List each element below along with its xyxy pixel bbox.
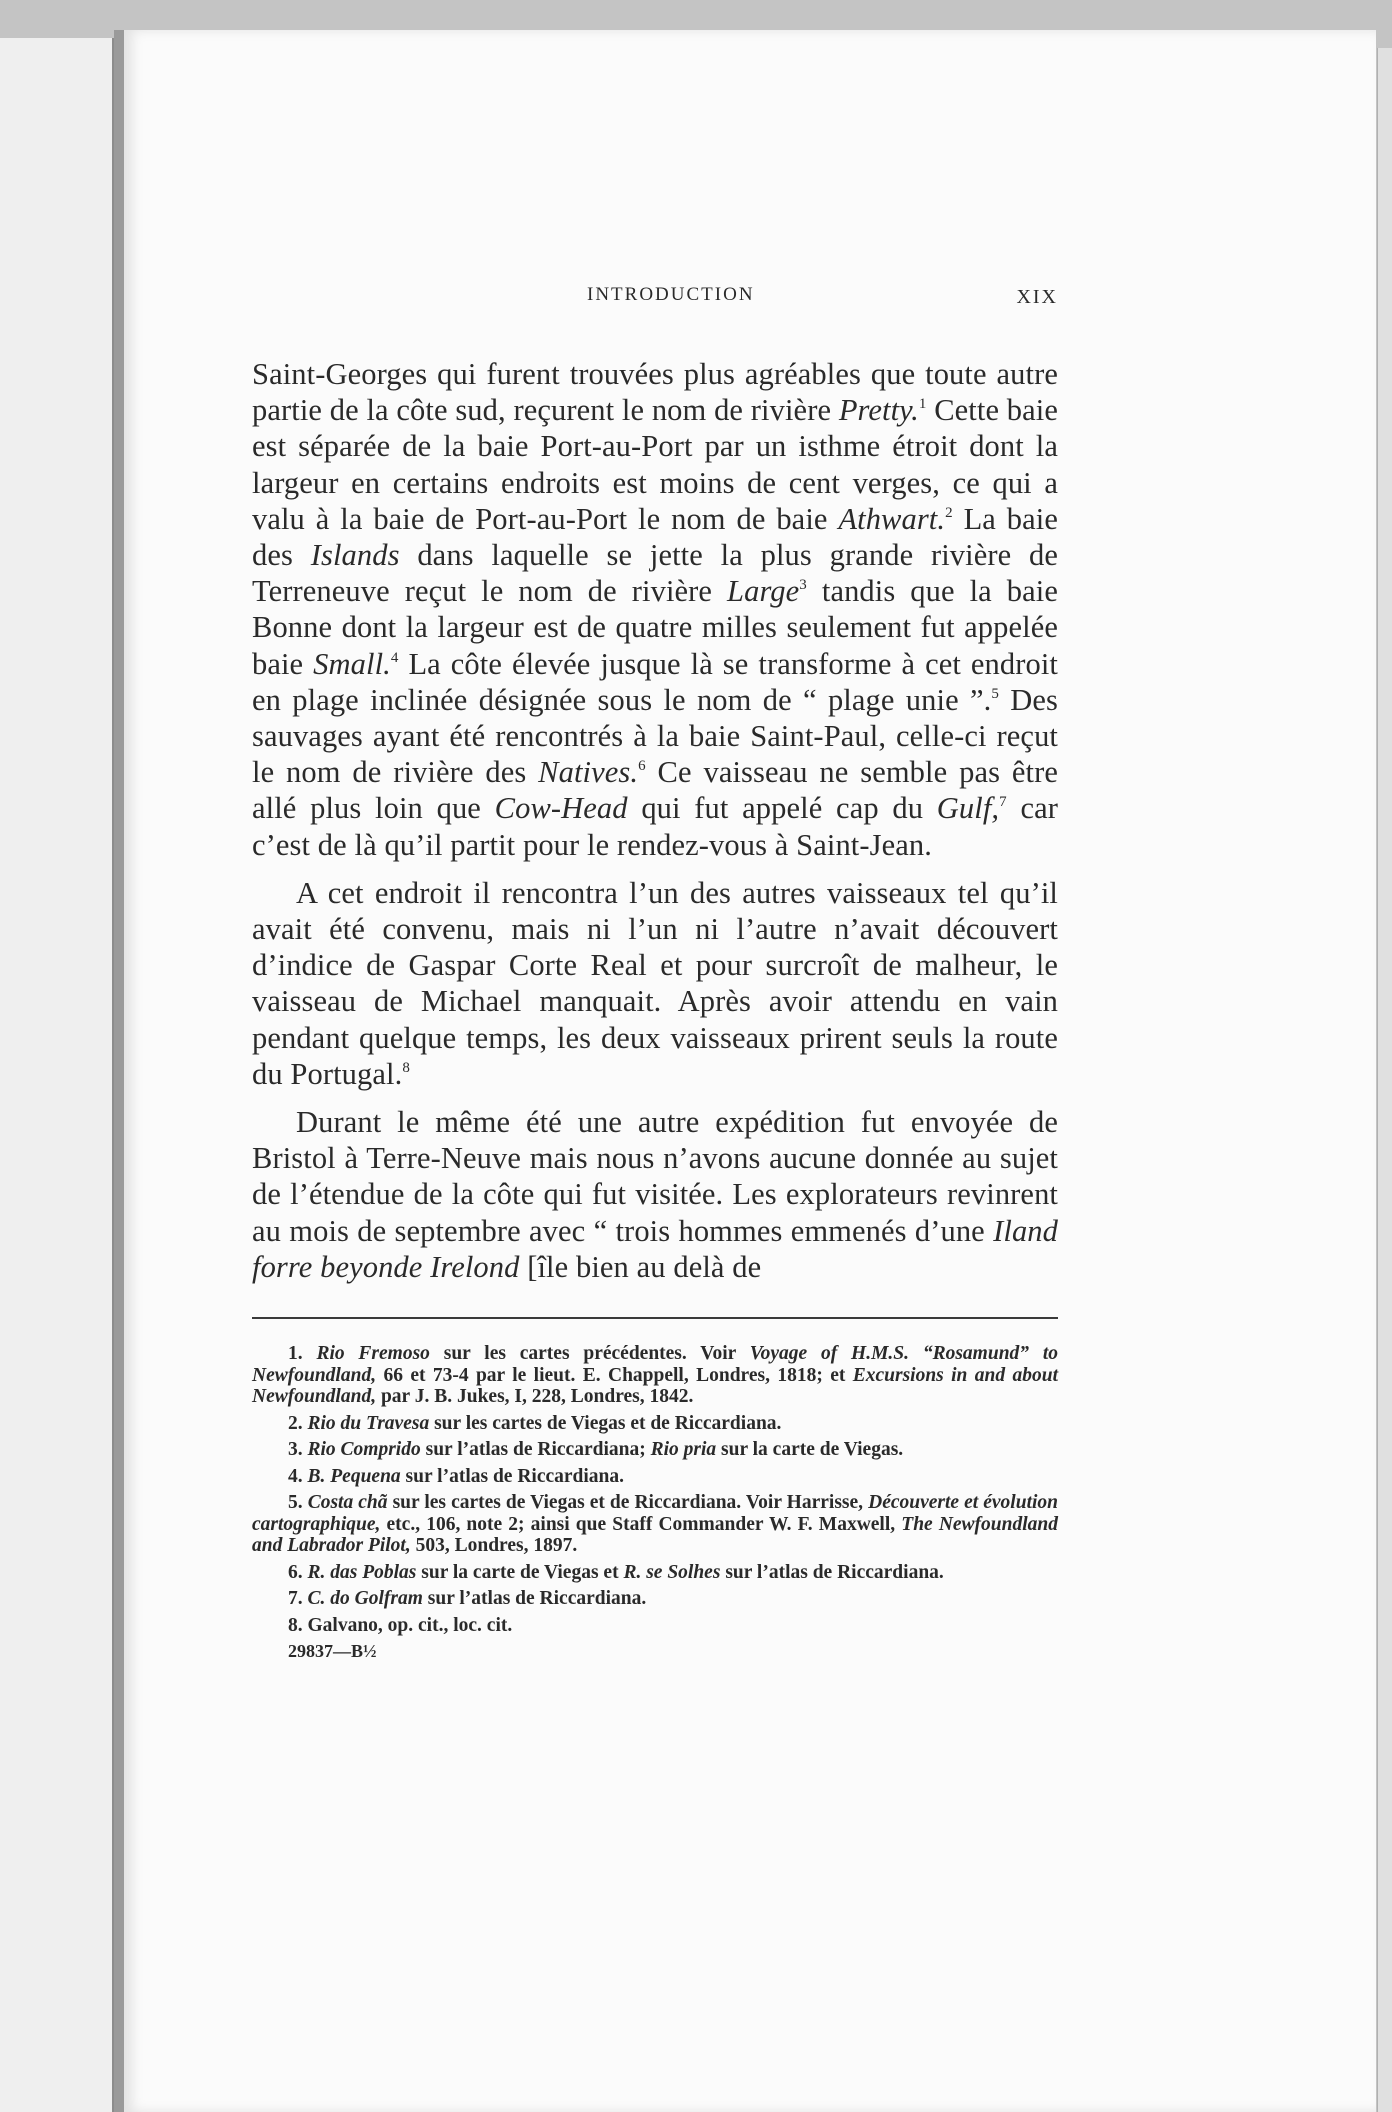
text-run: Ce vaisseau ne semble pas être allé plus loin que xyxy=(252,755,1058,826)
facing-page-edge xyxy=(0,38,114,2112)
footnote-ref: 7 xyxy=(999,794,1007,811)
text-run: qui fut appelé cap du xyxy=(627,791,937,826)
italic-text: Natives. xyxy=(538,755,639,790)
footnote xyxy=(252,1588,1058,1610)
footnote-ref: 5 xyxy=(991,685,999,702)
text-run: 7. xyxy=(288,1588,308,1610)
italic-text: Athwart. xyxy=(838,501,946,536)
footnote xyxy=(252,1562,1058,1584)
text-run: sur l’atlas de Riccardiana; xyxy=(420,1439,651,1461)
italic-text: Rio du Travesa xyxy=(307,1412,430,1434)
italic-text: Voyage of H.M.S. “Rosamund” to Newfoundland, xyxy=(252,1343,1059,1386)
text-run: sur les cartes précédentes. Voir xyxy=(429,1343,750,1365)
text-run: sur la carte de Viegas. xyxy=(716,1439,904,1461)
text-run: 4. xyxy=(288,1465,308,1487)
italic-text: C. do Golfram xyxy=(307,1588,423,1610)
footnote xyxy=(252,1343,1058,1408)
text-run: car c’est de là qu’il partit pour le rendez-vous à Saint-Jean. xyxy=(252,791,1058,862)
text-run: 2. xyxy=(288,1412,308,1434)
footnote xyxy=(252,1466,1058,1488)
body-text xyxy=(252,356,1058,1285)
text-run: 66 et 73-4 par le lieut. E. Chappell, Londres, 1818; et xyxy=(376,1364,853,1386)
italic-text: Rio Comprido xyxy=(307,1439,421,1461)
italic-text: Costa chã xyxy=(307,1492,388,1514)
footnote-ref: 1 xyxy=(918,396,927,413)
italic-text: Cow-Head xyxy=(494,791,628,826)
text-run: 503, Londres, 1897. xyxy=(410,1535,578,1557)
text-run: tandis que la baie Bonne dont la largeur est de quatre milles seulement fut appelée baie xyxy=(252,574,1058,681)
footnote-ref: 8 xyxy=(402,1059,410,1076)
italic-text: Gulf, xyxy=(936,791,1000,826)
italic-text: B. Pequena xyxy=(307,1465,401,1487)
text-run: sur l’atlas de Riccardiana. xyxy=(400,1465,625,1487)
italic-text: Islands xyxy=(310,538,400,573)
paragraph xyxy=(252,356,1058,863)
paragraph xyxy=(252,875,1058,1092)
text-run: sur les cartes de Viegas et de Riccardiana. Voir Harrisse, xyxy=(387,1492,869,1514)
italic-text: Rio Fremoso xyxy=(316,1343,430,1365)
italic-text: Excursions in and about Newfoundland, xyxy=(252,1364,1059,1408)
text-run: sur l’atlas de Riccardiana. xyxy=(422,1588,647,1610)
text-run: Saint-Georges qui furent trouvées plus agréables que toute autre partie de la côte sud, reçurent le nom de rivière xyxy=(252,357,1058,428)
italic-text: Découverte et évolution cartographique, xyxy=(252,1492,1059,1535)
italic-text: Rio pria xyxy=(650,1439,717,1461)
italic-text: Iland forre beyonde Irelond xyxy=(252,1213,1058,1284)
text-run: 3. xyxy=(288,1439,308,1461)
text-run: etc., 106, note 2; ainsi que Staff Commander W. F. Maxwell, xyxy=(380,1513,902,1535)
italic-text: R. se Solhes xyxy=(623,1561,721,1583)
text-run: sur l’atlas de Riccardiana. xyxy=(720,1561,944,1583)
text-run: 6. xyxy=(288,1561,308,1583)
printer-signature: 29837—B½ xyxy=(288,1641,377,1662)
footnote-ref: 2 xyxy=(945,504,953,521)
page-content xyxy=(252,284,1058,1662)
text-run: La baie des xyxy=(252,501,1058,573)
text-run: Durant le même été une autre expédition fut envoyée de Bristol à Terre-Neuve mais nous n’avons aucune donnée au sujet de l’étendue de la côte qui fut visitée. Les explorateurs revinrent au mois de septembre avec “ trois hommes emmenés d’une xyxy=(252,1105,1058,1248)
italic-text: Small. xyxy=(313,646,391,681)
text-run: dans laquelle se jette la plus grande rivière de Terreneuve reçut le nom de rivière xyxy=(252,538,1059,609)
text-run: 8. Galvano, op. cit., loc. cit. xyxy=(288,1614,513,1636)
paragraph xyxy=(252,1104,1058,1285)
book-gutter xyxy=(114,30,124,2112)
footnote xyxy=(252,1439,1058,1461)
footnotes xyxy=(252,1343,1058,1636)
footnote-rule xyxy=(252,1317,1058,1319)
page-fore-edge xyxy=(1377,48,1392,2112)
text-run: La côte élevée jusque là se transforme à cet endroit en plage inclinée désignée sous le nom de “ plage unie ”. xyxy=(252,646,1058,717)
footnote xyxy=(252,1615,1058,1637)
text-run: par J. B. Jukes, I, 228, Londres, 1842. xyxy=(376,1386,694,1408)
italic-text: Pretty. xyxy=(838,393,919,428)
text-run: A cet endroit il rencontra l’un des autres vaisseaux tel qu’il avait été convenu, mais ni l’un ni l’autre n’avait découvert d’indice de Gaspar Corte Real et pour surcroît de malheur, le vaisseau de Michael manquait. Après avoir attendu en vain pendant quelque temps, les deux vaisseaux prirent seuls la route du Portugal. xyxy=(252,875,1058,1091)
footnote xyxy=(252,1492,1058,1557)
running-head xyxy=(252,284,1058,314)
italic-text: Large xyxy=(727,574,800,609)
text-run: Cette baie est séparée de la baie Port-au-Port par un isthme étroit dont la largeur en certains endroits est moins de cent verges, ce qui a valu à la baie de Port-au-Port le nom de baie xyxy=(252,393,1059,536)
text-run: 1. xyxy=(288,1343,317,1365)
text-run: sur la carte de Viegas et xyxy=(416,1561,624,1583)
footnote-ref: 3 xyxy=(799,577,807,594)
text-run: 5. xyxy=(288,1492,308,1514)
page-number: XIX xyxy=(1016,286,1058,308)
footnote-ref: 6 xyxy=(638,758,646,775)
running-head-title: INTRODUCTION xyxy=(587,284,755,305)
text-run: Des sauvages ayant été rencontrés à la baie Saint-Paul, celle-ci reçut le nom de rivière des xyxy=(252,682,1058,790)
text-run: [île bien au delà de xyxy=(519,1249,762,1284)
footnote-ref: 4 xyxy=(390,649,399,666)
italic-text: The Newfoundland and Labrador Pilot, xyxy=(252,1513,1059,1557)
italic-text: R. das Poblas xyxy=(307,1561,417,1583)
footnote xyxy=(252,1413,1058,1435)
text-run: sur les cartes de Viegas et de Riccardiana. xyxy=(429,1412,782,1434)
